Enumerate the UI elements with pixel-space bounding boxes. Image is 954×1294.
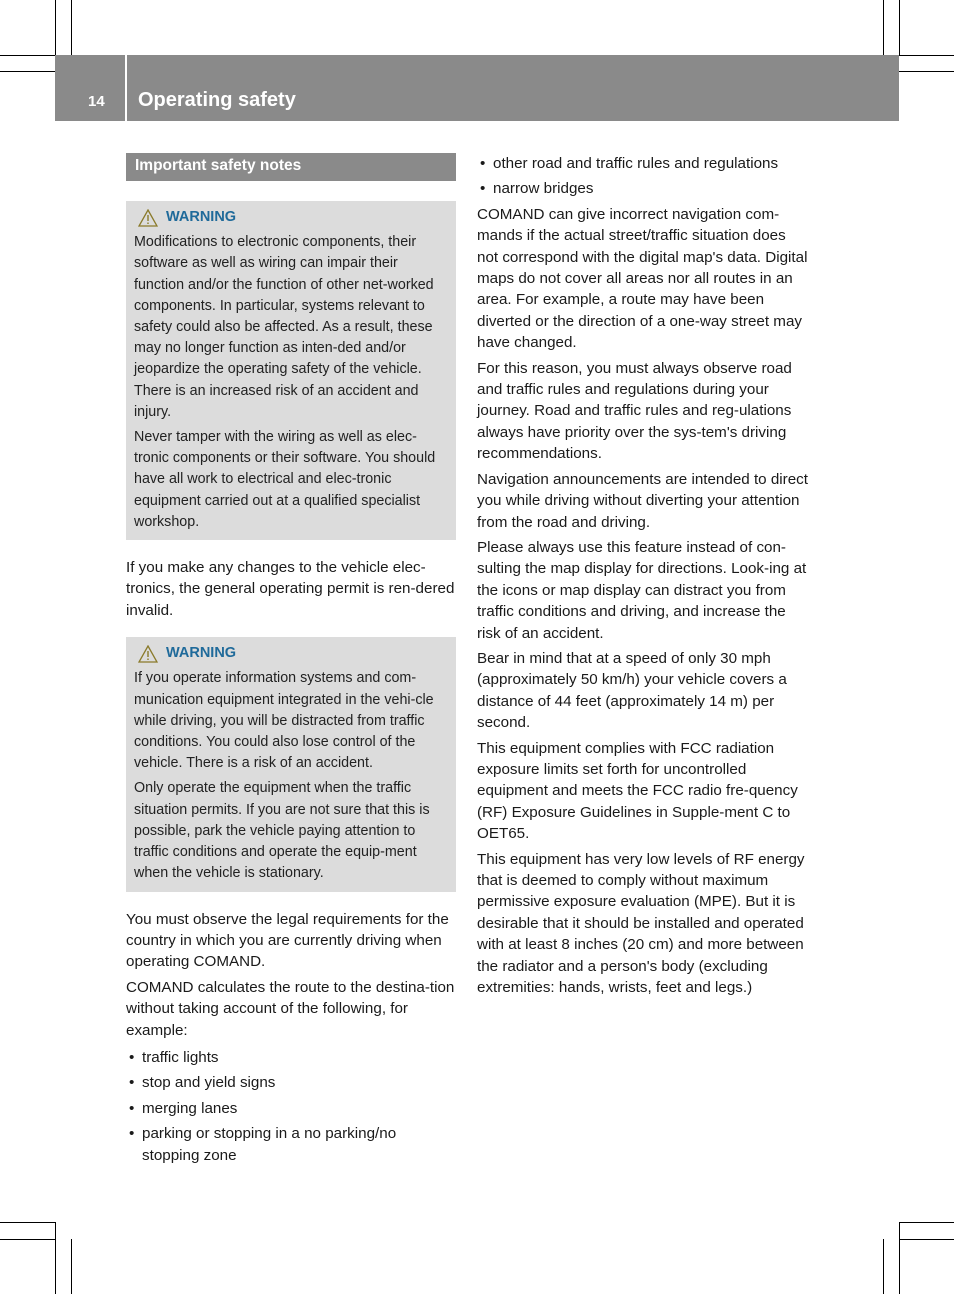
section-title: Important safety notes <box>126 153 456 181</box>
right-column <box>477 153 809 1002</box>
warning-label: WARNING <box>166 645 237 662</box>
warning-text: Never tamper with the wiring as well as elec-tronic components or their software. You should have all work to electrical and elec-tronic equipment carried out at a qualified specialist workshop. <box>134 429 436 530</box>
body-paragraph: This equipment has very low levels of RF energy that is deemed to comply without maximum permissive exposure evaluation (MPE). But it is desirable that it should be installed and operated with at least 8 inches (20 cm) and more between the radiator and a person's body (excluding extremities: hands, wrists, feet and legs.) <box>477 850 805 997</box>
body-paragraph: COMAND calculates the route to the destina-tion without taking account of the following, for example: <box>126 978 455 1039</box>
header-divider <box>125 55 127 121</box>
body-paragraph: Bear in mind that at a speed of only 30 mph (approximately 50 km/h) your vehicle covers a distance of 44 feet (approximately 14 m) per second. <box>477 649 787 732</box>
body-paragraph: This equipment complies with FCC radiation exposure limits set forth for uncontrolled equipment and meets the FCC radio fre-quency (RF) Exposure Guidelines in Supple-ment C to OET65. <box>477 739 798 843</box>
page-number: 14 <box>88 93 105 110</box>
list-item: • merging lanes <box>126 1098 456 1119</box>
list-item: • parking or stopping in a no parking/no stopping zone <box>126 1123 456 1166</box>
bullet-list <box>126 1047 456 1166</box>
warning-label: WARNING <box>166 209 237 225</box>
warning-triangle-icon <box>138 209 158 227</box>
warning-text: Modifications to electronic components, their software as well as wiring can impair their function and/or the function of other net-worked components. In particular, systems relevant to safety could also be affected. As a result, these may no longer function as inten-ded and/or jeopardize the operating safety of the vehicle. There is an increased risk of an accident and injury. <box>134 234 434 420</box>
body-paragraph: For this reason, you must always observe road and traffic rules and regulations during your journey. Road and traffic rules and reg-ulations always have priority over the sys-tem's driving recommendations. <box>477 359 792 463</box>
warning-triangle-icon <box>138 645 158 663</box>
list-item: • narrow bridges <box>477 178 809 199</box>
left-column <box>126 153 456 1170</box>
body-paragraph: Navigation announcements are intended to direct you while driving without diverting your attention from the road and driving. <box>477 470 808 531</box>
body-paragraph: COMAND can give incorrect navigation com-mands if the actual street/traffic situation does not correspond with the digital map's data. Digital maps do not cover all areas nor all routes in an area. For example, a route may have been diverted or the direction of a one-way street may have changed. <box>477 205 808 352</box>
page-header <box>55 55 899 121</box>
warning-text: Only operate the equipment when the traffic situation permits. If you are not sure that this is possible, park the vehicle paying attention to traffic conditions and operate the equip-ment when the vehicle is stationary. <box>134 780 430 882</box>
list-item: • traffic lights <box>126 1047 456 1068</box>
body-paragraph: You must observe the legal requirements for the country in which you are currently driving when operating COMAND. <box>126 910 449 971</box>
bullet-list <box>477 153 809 200</box>
warning-text: If you operate information systems and com-munication equipment integrated in the vehi-cle while driving, you will be distracted from traffic conditions. You could also lose control of the vehicle. There is a risk of an accident. <box>134 670 434 772</box>
list-item: • stop and yield signs <box>126 1072 456 1093</box>
page-title: Operating safety <box>138 89 296 111</box>
warning-box <box>126 201 456 540</box>
body-paragraph: Please always use this feature instead of con-sulting the map display for directions. Look-ing at the icons or map display can distract you from traffic conditions and driving, and increase the risk of an accident. <box>477 538 807 642</box>
warning-box <box>126 637 456 891</box>
body-paragraph: If you make any changes to the vehicle elec-tronics, the general operating permit is ren-dered invalid. <box>126 559 455 619</box>
list-item: • other road and traffic rules and regulations <box>477 153 809 174</box>
